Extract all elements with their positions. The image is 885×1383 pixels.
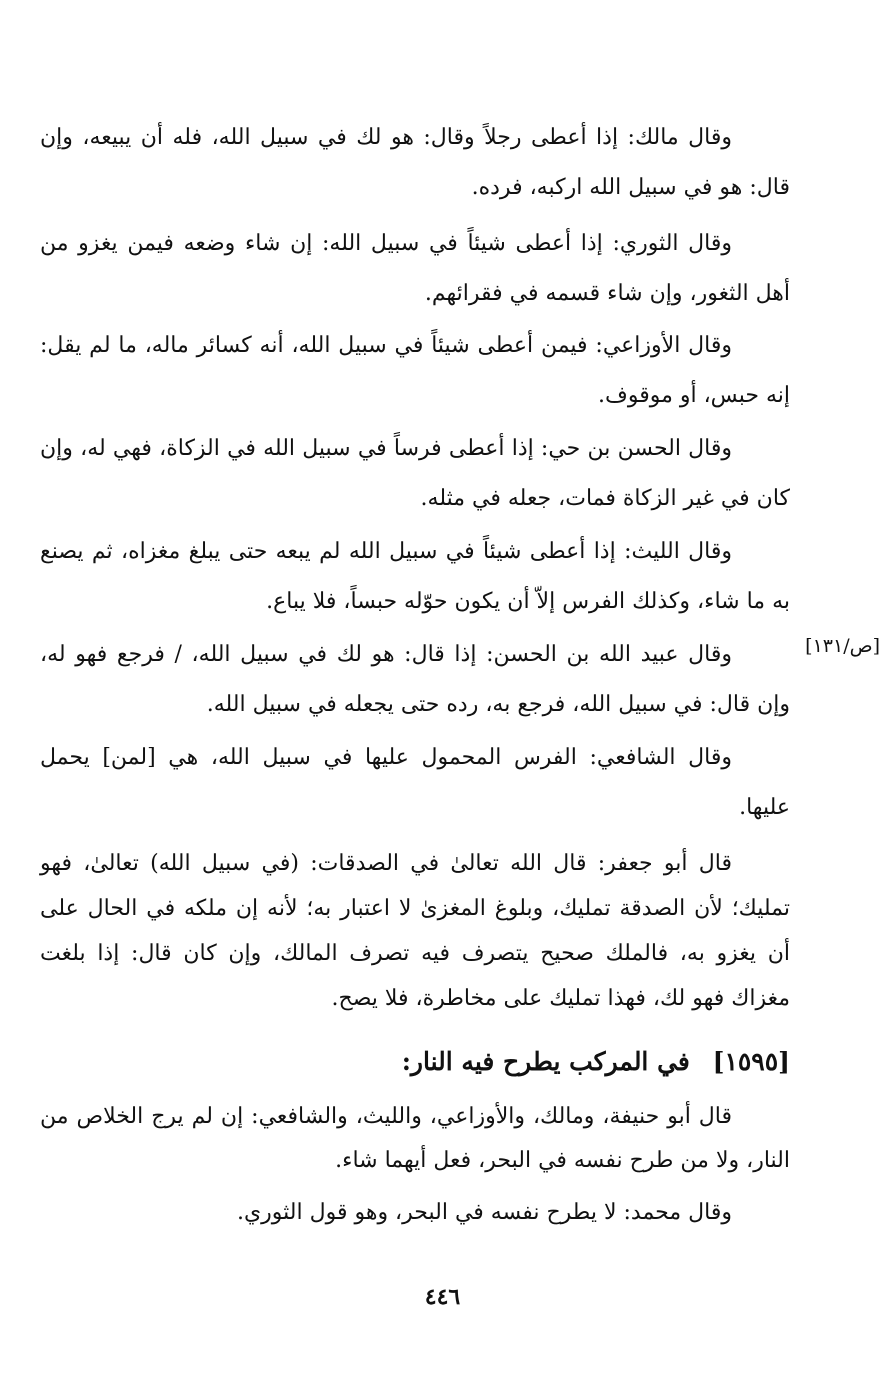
section-number: [١٥٩٥] — [712, 1047, 790, 1076]
paragraph-abu-hanifa: قال أبو حنيفة، ومالك، والأوزاعي، والليث، والشافعي: إن لم يرج الخلاص من النار، ولا من طرح نفسه في البحر، فعل أيهما شاء. — [40, 1104, 790, 1173]
top-text-block — [40, 113, 790, 1021]
paragraph-muhammad: وقال محمد: لا يطرح نفسه في البحر، وهو قول الثوري. — [236, 1200, 732, 1225]
paragraph-abu-jafar: قال أبو جعفر: قال الله تعالىٰ في الصدقات: (في سبيل الله) تعالىٰ، فهو تمليك؛ لأن الصدقة تمليك، وبلوغ المغزىٰ لا اعتبار به؛ لأنه إن ملكه في الحال على أن يغزو به، فالملك صحيح يتصرف فيه تصرف المالك، وإن كان قال: إذا بلغت مغزاك فهو لك، فهذا تمليك على مخاطرة، فلا يصح. — [40, 851, 790, 1011]
bottom-text-block — [40, 1095, 790, 1235]
paragraph-hasan-bin-hayy: وقال الحسن بن حي: إذا أعطى فرساً في سبيل الله في الزكاة، فهي له، وإن كان في غير الزكاة فمات، جعله في مثله. — [40, 436, 790, 511]
paragraph-thawri: وقال الثوري: إذا أعطى شيئاً في سبيل الله: إن شاء وضعه فيمن يغزو من أهل الثغور، وإن شاء قسمه في فقرائهم. — [40, 231, 790, 306]
margin-page-reference: [ص/١٣١] — [805, 635, 880, 657]
section-title: في المركب يطرح فيه النار: — [401, 1047, 690, 1076]
page-number: ٤٤٦ — [424, 1284, 461, 1310]
paragraph-shafii: وقال الشافعي: الفرس المحمول عليها في سبيل الله، هي [لمن] يحمل عليها. — [40, 745, 790, 820]
paragraph-malik: وقال مالك: إذا أعطى رجلاً وقال: هو لك في سبيل الله، فله أن يبيعه، وإن قال: هو في سبيل الله اركبه، فرده. — [40, 125, 790, 200]
paragraph-ubaydullah: وقال عبيد الله بن الحسن: إذا قال: هو لك في سبيل الله، / فرجع فهو له، وإن قال: في سبيل الله، فرجع به، رده حتى يجعله في سبيل الله. — [40, 642, 790, 717]
section-heading — [402, 1042, 790, 1082]
paragraph-layth: وقال الليث: إذا أعطى شيئاً في سبيل الله لم يبعه حتى يبلغ مغزاه، ثم يصنع به ما شاء، وكذلك الفرس إلاّ أن يكون حوّله حبساً، فلا يباع. — [40, 539, 790, 614]
paragraph-awzai: وقال الأوزاعي: فيمن أعطى شيئاً في سبيل الله، أنه كسائر ماله، ما لم يقل: إنه حبس، أو موقوف. — [40, 333, 790, 408]
